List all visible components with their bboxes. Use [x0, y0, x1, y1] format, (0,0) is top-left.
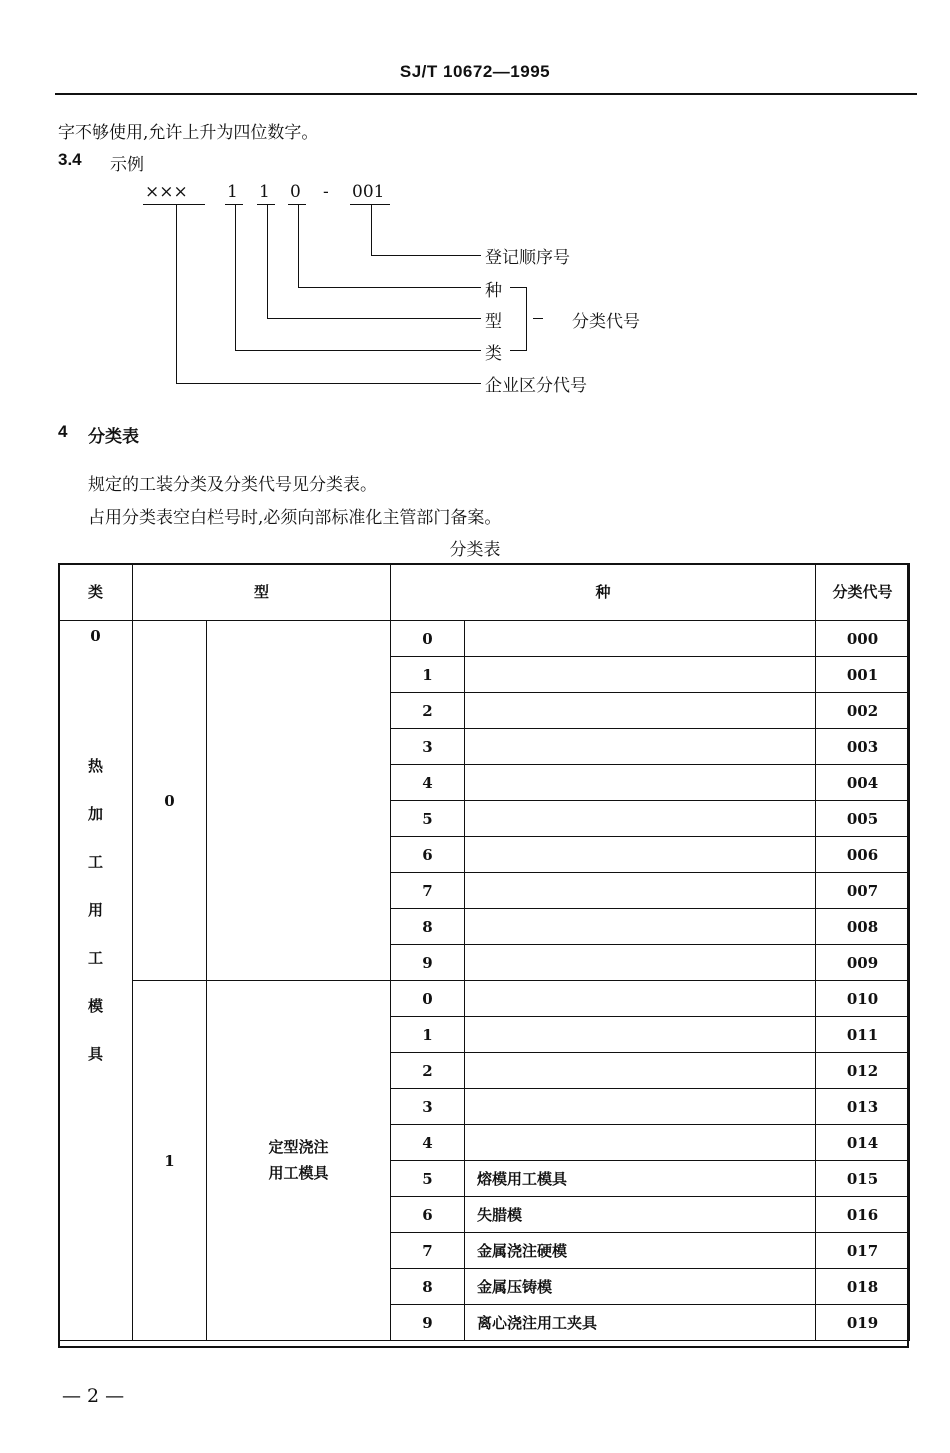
- section-4-title: 分类表: [88, 427, 139, 447]
- leader-sequence-h: [371, 255, 481, 256]
- code-class: 1: [227, 182, 238, 202]
- leader-class-v: [235, 205, 236, 350]
- kind-name: 离心浇注用工夹具: [465, 1305, 816, 1341]
- kind-name: 金属压铸模: [465, 1269, 816, 1305]
- leader-sequence-v: [371, 205, 372, 255]
- underline-kind: [288, 204, 306, 205]
- kind-number: 3: [391, 729, 465, 765]
- class-char: 工: [87, 949, 103, 967]
- kind-number: 8: [391, 909, 465, 945]
- classification-code: 015: [816, 1161, 910, 1197]
- kind-name: [465, 693, 816, 729]
- kind-name: [465, 1089, 816, 1125]
- kind-name: [465, 1053, 816, 1089]
- table-frame-bottom: [58, 1346, 909, 1348]
- classification-code: 019: [816, 1305, 910, 1341]
- classification-code: 018: [816, 1269, 910, 1305]
- kind-number: 4: [391, 765, 465, 801]
- label-classification-code: 分类代号: [572, 312, 640, 332]
- header-type: 型: [133, 564, 391, 621]
- classification-code: 004: [816, 765, 910, 801]
- label-enterprise: 企业区分代号: [485, 376, 587, 396]
- classification-code: 011: [816, 1017, 910, 1053]
- underline-enterprise: [143, 204, 205, 205]
- classification-code: 005: [816, 801, 910, 837]
- classification-code: 014: [816, 1125, 910, 1161]
- classification-code: 009: [816, 945, 910, 981]
- class-char: 模: [87, 997, 103, 1015]
- classification-code: 010: [816, 981, 910, 1017]
- header-rule: [55, 93, 917, 95]
- section-number: 3.4: [58, 150, 82, 169]
- class-char: 热: [87, 757, 103, 775]
- kind-name: [465, 1125, 816, 1161]
- bracket-vertical: [526, 287, 527, 351]
- underline-sequence: [350, 204, 390, 205]
- kind-number: 0: [391, 621, 465, 657]
- leader-type-h: [267, 318, 481, 319]
- kind-name: [465, 981, 816, 1017]
- kind-name: [465, 765, 816, 801]
- kind-name: [465, 657, 816, 693]
- continuation-text: 字不够使用,允许上升为四位数字。: [58, 123, 319, 143]
- classification-code: 017: [816, 1233, 910, 1269]
- kind-number: 6: [391, 837, 465, 873]
- section-4-para-2: 占用分类表空白栏号时,必须向部标准化主管部门备案。: [88, 508, 502, 528]
- kind-name: 失腊模: [465, 1197, 816, 1233]
- kind-name: 熔模用工模具: [465, 1161, 816, 1197]
- kind-number: 7: [391, 873, 465, 909]
- kind-number: 3: [391, 1089, 465, 1125]
- kind-number: 1: [391, 657, 465, 693]
- classification-code: 007: [816, 873, 910, 909]
- label-class: 类: [485, 344, 502, 364]
- type-number: 1: [133, 981, 207, 1341]
- kind-number: 8: [391, 1269, 465, 1305]
- classification-code: 008: [816, 909, 910, 945]
- table-caption: 分类表: [449, 540, 501, 560]
- kind-number: 5: [391, 801, 465, 837]
- kind-name: [465, 873, 816, 909]
- classification-code: 013: [816, 1089, 910, 1125]
- header-class: 类: [59, 564, 133, 621]
- table-row: [59, 981, 910, 1017]
- classification-code: 016: [816, 1197, 910, 1233]
- kind-name: [465, 945, 816, 981]
- bracket-bottom: [510, 350, 526, 351]
- label-kind: 种: [485, 281, 502, 301]
- classification-code: 000: [816, 621, 910, 657]
- table-row: [59, 621, 910, 657]
- class-cell: [59, 621, 133, 1341]
- code-type: 1: [259, 182, 270, 202]
- kind-number: 7: [391, 1233, 465, 1269]
- kind-name: [465, 729, 816, 765]
- bracket-pointer: [533, 318, 543, 319]
- standard-number: SJ/T 10672—1995: [399, 62, 551, 81]
- type-name-line-2: 用工模具: [268, 1163, 329, 1182]
- type-name: [207, 621, 391, 981]
- class-char: 加: [87, 805, 103, 823]
- leader-enterprise-h: [176, 383, 481, 384]
- section-4-para-1: 规定的工装分类及分类代号见分类表。: [88, 475, 377, 495]
- classification-code: 003: [816, 729, 910, 765]
- class-char: 具: [87, 1045, 103, 1063]
- kind-name: [465, 837, 816, 873]
- kind-number: 9: [391, 1305, 465, 1341]
- kind-name: 金属浇注硬模: [465, 1233, 816, 1269]
- table-frame-left: [58, 563, 60, 1347]
- code-dash: -: [323, 182, 329, 202]
- kind-number: 4: [391, 1125, 465, 1161]
- kind-number: 9: [391, 945, 465, 981]
- code-sequence: 001: [352, 182, 385, 202]
- classification-code: 001: [816, 657, 910, 693]
- label-sequence: 登记顺序号: [485, 248, 570, 268]
- leader-enterprise-v: [176, 205, 177, 383]
- classification-code: 012: [816, 1053, 910, 1089]
- type-name-cell: [207, 981, 391, 1341]
- bracket-top: [510, 287, 526, 288]
- class-char: 用: [87, 901, 103, 919]
- kind-number: 5: [391, 1161, 465, 1197]
- table-frame-top: [58, 563, 909, 565]
- leader-type-v: [267, 205, 268, 318]
- kind-name: [465, 1017, 816, 1053]
- kind-number: 2: [391, 693, 465, 729]
- kind-name: [465, 801, 816, 837]
- underline-class: [225, 204, 243, 205]
- classification-code: 006: [816, 837, 910, 873]
- kind-name: [465, 909, 816, 945]
- type-name-line-1: 定型浇注: [268, 1138, 329, 1156]
- kind-number: 2: [391, 1053, 465, 1089]
- kind-number: 0: [391, 981, 465, 1017]
- classification-table: [58, 563, 910, 1341]
- section-4-number: 4: [58, 422, 68, 441]
- header-kind: 种: [391, 564, 816, 621]
- kind-number: 6: [391, 1197, 465, 1233]
- class-char: 工: [87, 853, 103, 871]
- table-header-row: [59, 564, 910, 621]
- header-code: 分类代号: [816, 564, 910, 621]
- section-title: 示例: [110, 155, 144, 175]
- label-type: 型: [485, 312, 502, 332]
- code-enterprise: ×××: [145, 182, 188, 202]
- page-number: — 2 —: [62, 1385, 125, 1407]
- code-kind: 0: [290, 182, 301, 202]
- type-number: 0: [133, 621, 207, 981]
- underline-type: [257, 204, 275, 205]
- table-frame-right: [907, 563, 909, 1347]
- leader-kind-h: [298, 287, 481, 288]
- classification-code: 002: [816, 693, 910, 729]
- kind-name: [465, 621, 816, 657]
- leader-kind-v: [298, 205, 299, 287]
- class-number: 0: [90, 627, 101, 645]
- kind-number: 1: [391, 1017, 465, 1053]
- leader-class-h: [235, 350, 481, 351]
